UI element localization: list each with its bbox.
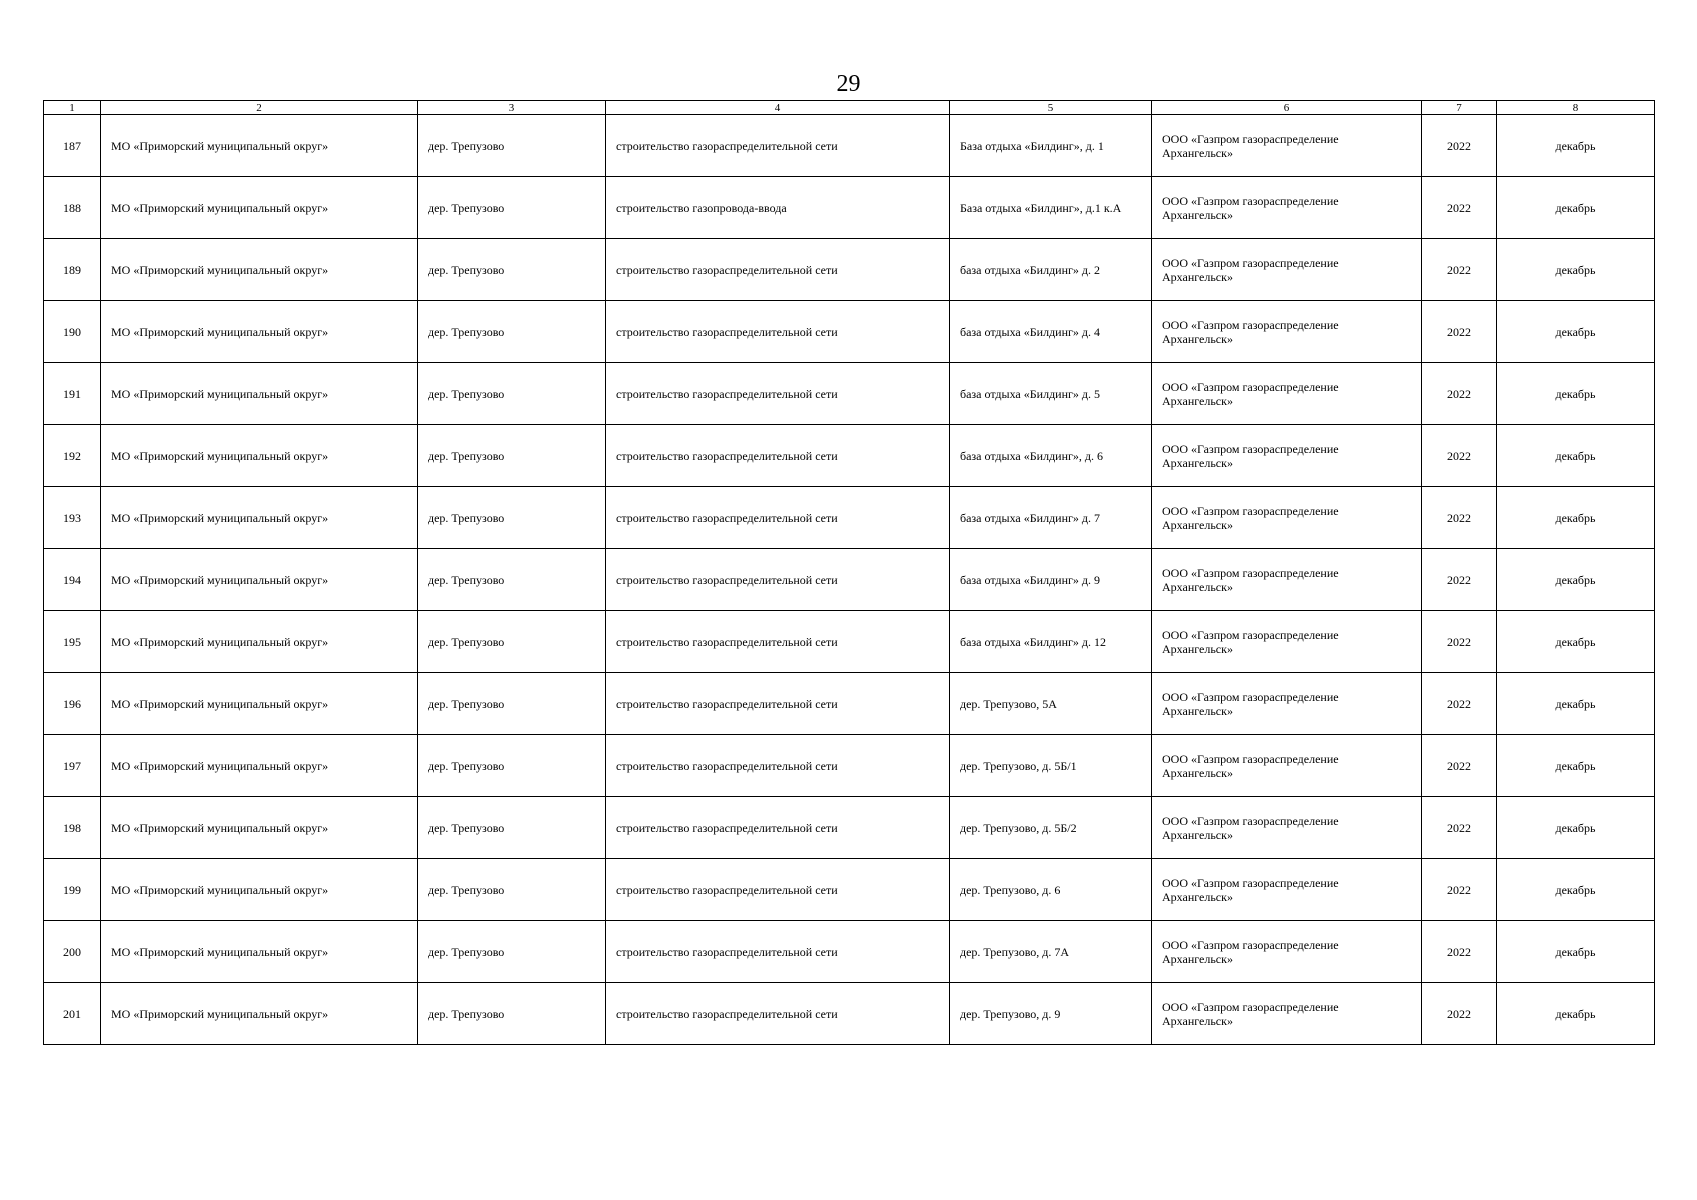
table-row <box>44 611 1655 673</box>
cell-organization: ООО «Газпром газораспределение Архангельск» <box>1152 301 1422 363</box>
cell-work-type: строительство газораспределительной сети <box>606 735 950 797</box>
cell-municipality: МО «Приморский муниципальный округ» <box>101 859 418 921</box>
table-row <box>44 239 1655 301</box>
cell-object-address: дер. Трепузово, д. 5Б/2 <box>950 797 1152 859</box>
cell-municipality: МО «Приморский муниципальный округ» <box>101 611 418 673</box>
cell-settlement: дер. Трепузово <box>418 797 606 859</box>
cell-municipality: МО «Приморский муниципальный округ» <box>101 797 418 859</box>
column-header-5: 5 <box>950 101 1152 115</box>
cell-organization: ООО «Газпром газораспределение Архангельск» <box>1152 487 1422 549</box>
cell-object-address: база отдыха «Билдинг» д. 4 <box>950 301 1152 363</box>
cell-organization: ООО «Газпром газораспределение Архангельск» <box>1152 363 1422 425</box>
table-row <box>44 487 1655 549</box>
table-row <box>44 983 1655 1045</box>
cell-work-type: строительство газораспределительной сети <box>606 921 950 983</box>
cell-row-number: 201 <box>44 983 101 1045</box>
cell-organization: ООО «Газпром газораспределение Архангельск» <box>1152 859 1422 921</box>
cell-object-address: дер. Трепузово, д. 5Б/1 <box>950 735 1152 797</box>
cell-settlement: дер. Трепузово <box>418 921 606 983</box>
cell-row-number: 198 <box>44 797 101 859</box>
cell-year: 2022 <box>1422 859 1497 921</box>
cell-row-number: 187 <box>44 115 101 177</box>
data-table <box>43 100 1655 1045</box>
page-number: 29 <box>836 71 861 97</box>
cell-object-address: дер. Трепузово, д. 9 <box>950 983 1152 1045</box>
cell-municipality: МО «Приморский муниципальный округ» <box>101 301 418 363</box>
cell-municipality: МО «Приморский муниципальный округ» <box>101 487 418 549</box>
cell-municipality: МО «Приморский муниципальный округ» <box>101 673 418 735</box>
cell-month: декабрь <box>1497 797 1655 859</box>
cell-year: 2022 <box>1422 921 1497 983</box>
cell-month: декабрь <box>1497 673 1655 735</box>
column-header-1: 1 <box>44 101 101 115</box>
cell-object-address: база отдыха «Билдинг» д. 7 <box>950 487 1152 549</box>
cell-year: 2022 <box>1422 797 1497 859</box>
cell-object-address: дер. Трепузово, 5А <box>950 673 1152 735</box>
column-header-6: 6 <box>1152 101 1422 115</box>
cell-year: 2022 <box>1422 177 1497 239</box>
cell-year: 2022 <box>1422 673 1497 735</box>
cell-settlement: дер. Трепузово <box>418 611 606 673</box>
cell-month: декабрь <box>1497 921 1655 983</box>
cell-row-number: 196 <box>44 673 101 735</box>
cell-settlement: дер. Трепузово <box>418 983 606 1045</box>
cell-settlement: дер. Трепузово <box>418 177 606 239</box>
cell-municipality: МО «Приморский муниципальный округ» <box>101 177 418 239</box>
cell-month: декабрь <box>1497 735 1655 797</box>
cell-year: 2022 <box>1422 115 1497 177</box>
cell-work-type: строительство газораспределительной сети <box>606 549 950 611</box>
cell-year: 2022 <box>1422 735 1497 797</box>
cell-work-type: строительство газораспределительной сети <box>606 983 950 1045</box>
cell-month: декабрь <box>1497 363 1655 425</box>
cell-work-type: строительство газопровода-ввода <box>606 177 950 239</box>
cell-row-number: 199 <box>44 859 101 921</box>
cell-year: 2022 <box>1422 301 1497 363</box>
cell-settlement: дер. Трепузово <box>418 115 606 177</box>
cell-organization: ООО «Газпром газораспределение Архангельск» <box>1152 797 1422 859</box>
cell-object-address: база отдыха «Билдинг» д. 9 <box>950 549 1152 611</box>
cell-organization: ООО «Газпром газораспределение Архангельск» <box>1152 611 1422 673</box>
cell-year: 2022 <box>1422 611 1497 673</box>
cell-year: 2022 <box>1422 549 1497 611</box>
cell-work-type: строительство газораспределительной сети <box>606 673 950 735</box>
cell-settlement: дер. Трепузово <box>418 859 606 921</box>
cell-row-number: 192 <box>44 425 101 487</box>
cell-row-number: 195 <box>44 611 101 673</box>
table-row <box>44 735 1655 797</box>
header-row <box>44 101 1655 115</box>
cell-work-type: строительство газораспределительной сети <box>606 487 950 549</box>
column-header-2: 2 <box>101 101 418 115</box>
cell-row-number: 189 <box>44 239 101 301</box>
cell-work-type: строительство газораспределительной сети <box>606 301 950 363</box>
cell-organization: ООО «Газпром газораспределение Архангельск» <box>1152 239 1422 301</box>
cell-municipality: МО «Приморский муниципальный округ» <box>101 549 418 611</box>
table-body <box>44 115 1655 1045</box>
table-row <box>44 673 1655 735</box>
cell-organization: ООО «Газпром газораспределение Архангельск» <box>1152 115 1422 177</box>
cell-year: 2022 <box>1422 983 1497 1045</box>
cell-row-number: 190 <box>44 301 101 363</box>
cell-settlement: дер. Трепузово <box>418 487 606 549</box>
column-header-7: 7 <box>1422 101 1497 115</box>
column-header-8: 8 <box>1497 101 1655 115</box>
cell-settlement: дер. Трепузово <box>418 363 606 425</box>
cell-settlement: дер. Трепузово <box>418 425 606 487</box>
cell-work-type: строительство газораспределительной сети <box>606 859 950 921</box>
cell-organization: ООО «Газпром газораспределение Архангельск» <box>1152 549 1422 611</box>
cell-month: декабрь <box>1497 301 1655 363</box>
cell-organization: ООО «Газпром газораспределение Архангельск» <box>1152 983 1422 1045</box>
cell-work-type: строительство газораспределительной сети <box>606 425 950 487</box>
cell-month: декабрь <box>1497 983 1655 1045</box>
cell-municipality: МО «Приморский муниципальный округ» <box>101 239 418 301</box>
cell-settlement: дер. Трепузово <box>418 673 606 735</box>
cell-organization: ООО «Газпром газораспределение Архангельск» <box>1152 177 1422 239</box>
cell-settlement: дер. Трепузово <box>418 735 606 797</box>
cell-object-address: база отдыха «Билдинг», д. 6 <box>950 425 1152 487</box>
cell-municipality: МО «Приморский муниципальный округ» <box>101 921 418 983</box>
cell-organization: ООО «Газпром газораспределение Архангельск» <box>1152 735 1422 797</box>
cell-year: 2022 <box>1422 487 1497 549</box>
cell-object-address: база отдыха «Билдинг» д. 12 <box>950 611 1152 673</box>
cell-object-address: База отдыха «Билдинг», д. 1 <box>950 115 1152 177</box>
cell-municipality: МО «Приморский муниципальный округ» <box>101 983 418 1045</box>
cell-object-address: база отдыха «Билдинг» д. 2 <box>950 239 1152 301</box>
cell-settlement: дер. Трепузово <box>418 301 606 363</box>
cell-organization: ООО «Газпром газораспределение Архангельск» <box>1152 425 1422 487</box>
table-row <box>44 797 1655 859</box>
table-row <box>44 425 1655 487</box>
cell-municipality: МО «Приморский муниципальный округ» <box>101 363 418 425</box>
table-row <box>44 301 1655 363</box>
cell-year: 2022 <box>1422 239 1497 301</box>
table-row <box>44 921 1655 983</box>
cell-organization: ООО «Газпром газораспределение Архангельск» <box>1152 673 1422 735</box>
column-header-4: 4 <box>606 101 950 115</box>
cell-work-type: строительство газораспределительной сети <box>606 115 950 177</box>
table-row <box>44 363 1655 425</box>
cell-row-number: 188 <box>44 177 101 239</box>
cell-work-type: строительство газораспределительной сети <box>606 239 950 301</box>
cell-row-number: 191 <box>44 363 101 425</box>
cell-object-address: дер. Трепузово, д. 6 <box>950 859 1152 921</box>
cell-municipality: МО «Приморский муниципальный округ» <box>101 425 418 487</box>
table-row <box>44 115 1655 177</box>
cell-municipality: МО «Приморский муниципальный округ» <box>101 735 418 797</box>
cell-year: 2022 <box>1422 363 1497 425</box>
cell-row-number: 194 <box>44 549 101 611</box>
cell-organization: ООО «Газпром газораспределение Архангельск» <box>1152 921 1422 983</box>
column-header-3: 3 <box>418 101 606 115</box>
table-row <box>44 177 1655 239</box>
cell-work-type: строительство газораспределительной сети <box>606 797 950 859</box>
cell-object-address: база отдыха «Билдинг» д. 5 <box>950 363 1152 425</box>
cell-object-address: База отдыха «Билдинг», д.1 к.А <box>950 177 1152 239</box>
cell-month: декабрь <box>1497 487 1655 549</box>
cell-settlement: дер. Трепузово <box>418 549 606 611</box>
table-row <box>44 859 1655 921</box>
cell-month: декабрь <box>1497 115 1655 177</box>
cell-work-type: строительство газораспределительной сети <box>606 611 950 673</box>
cell-municipality: МО «Приморский муниципальный округ» <box>101 115 418 177</box>
cell-month: декабрь <box>1497 611 1655 673</box>
cell-row-number: 197 <box>44 735 101 797</box>
cell-work-type: строительство газораспределительной сети <box>606 363 950 425</box>
table-row <box>44 549 1655 611</box>
cell-month: декабрь <box>1497 549 1655 611</box>
cell-object-address: дер. Трепузово, д. 7А <box>950 921 1152 983</box>
cell-year: 2022 <box>1422 425 1497 487</box>
cell-month: декабрь <box>1497 859 1655 921</box>
cell-settlement: дер. Трепузово <box>418 239 606 301</box>
cell-month: декабрь <box>1497 425 1655 487</box>
cell-row-number: 200 <box>44 921 101 983</box>
cell-month: декабрь <box>1497 239 1655 301</box>
cell-month: декабрь <box>1497 177 1655 239</box>
table-header <box>44 101 1655 115</box>
cell-row-number: 193 <box>44 487 101 549</box>
